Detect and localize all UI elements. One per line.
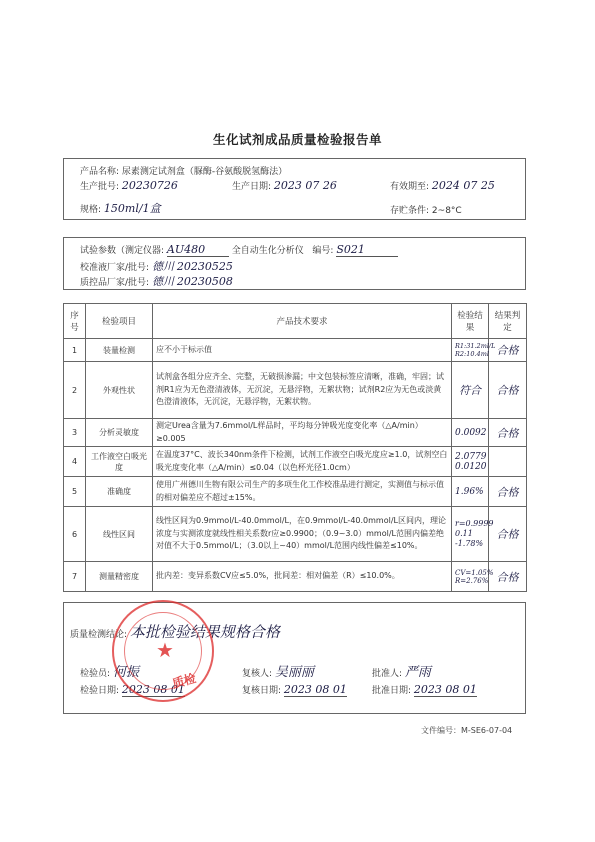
approve-date-label: 批准日期: [372,686,412,696]
table-row [64,339,527,362]
file-number: 文件编号：M-SE6-07-04 [421,726,513,735]
batch-label: 生产批号: [80,182,120,192]
row-requirement: 批内差：变异系数CV应≤5.0%，批间差：相对偏差（R）≤10.0%。 [153,562,452,592]
row-item: 测量精密度 [86,562,153,592]
row-verdict: 合格 [489,477,527,507]
instrument-number-value: S021 [336,243,398,257]
reviewer-label: 复核人: [242,669,273,679]
table-row [64,419,527,447]
row-item: 工作液空白吸光度 [86,447,153,477]
storage-value: 2~8°C [431,206,462,216]
approver-label: 批准人: [372,669,403,679]
product-name-label: 产品名称: [80,167,120,177]
row-no: 3 [64,419,86,447]
inspector-label: 检验员: [80,669,111,679]
test-params-box [63,237,526,290]
table-row [64,477,527,507]
expiry-label: 有效期至: [390,182,430,192]
review-date-value: 2023 08 01 [283,683,347,696]
review-date-label: 复核日期: [242,686,282,696]
approver-signature: 严雨 [404,665,431,680]
qc-stamp [112,600,214,702]
review-date-field [242,683,347,697]
col-header-result: 检验结果 [452,304,489,339]
col-header-item: 检验项目 [86,304,153,339]
row-no: 4 [64,447,86,477]
conclusion-label: 质量检测结论: [70,630,128,640]
row-verdict: 合格 [489,507,527,562]
row-verdict [489,447,527,477]
inspection-table [63,303,527,592]
batch-field [80,179,178,192]
row-no: 6 [64,507,86,562]
row-item: 分析灵敏度 [86,419,153,447]
calibrator-label: 校准液厂家/批号: [80,263,150,273]
calibrator-field [80,258,233,274]
row-requirement: 在温度37°C、波长340nm条件下检测，试剂工作液空白吸光度应≥1.0，试剂空白吸光度变化率（△A/min）≤0.04（以色杯光径1.0cm） [153,447,452,477]
row-result: 1.96% [452,477,489,507]
row-verdict: 合格 [489,419,527,447]
qc-vendor: 德川 [151,275,174,288]
inspector-signature: 何振 [112,665,139,680]
inspect-date-value: 2023 08 01 [121,683,185,696]
row-item: 准确度 [86,477,153,507]
row-verdict: 合格 [489,339,527,362]
row-requirement: 测定Urea含量为7.6mmol/L样品时，平均每分钟吸光度变化率（△A/min）≥0.005 [153,419,452,447]
calibrator-vendor: 德川 [151,260,174,273]
qc-batch: 20230508 [176,275,233,288]
table-row [64,562,527,592]
table-row [64,362,527,419]
batch-value: 20230726 [121,179,178,192]
calibrator-batch: 20230525 [176,260,233,273]
product-info-box [63,158,526,220]
expiry-value: 2024 07 25 [431,179,495,192]
row-result: 0.0092 [452,419,489,447]
row-requirement: 使用广州德川生物有限公司生产的多项生化工作校准品进行测定，实测值与标示值的相对偏差应不超过±15%。 [153,477,452,507]
row-requirement: 线性区间为0.9mmol/L-40.0mmol/L，在0.9mmol/L-40.0mmol/L区间内，理论浓度与实测浓度就线性相关系数r应≥0.9900；（0.9~3.0）mmol/L范围内偏差绝对值不大于0.5mmol/L；（3.0以上~40）mmol/L范围内线性偏差≤10%。 [153,507,452,562]
qc-label: 质控品厂家/批号: [80,278,150,288]
instrument-number-label: 编号: [312,246,334,256]
col-header-verdict: 结果判定 [489,304,527,339]
row-no: 7 [64,562,86,592]
row-verdict: 合格 [489,362,527,419]
row-result: 符合 [452,362,489,419]
qc-field [80,273,233,289]
row-no: 1 [64,339,86,362]
col-header-no: 序号 [64,304,86,339]
reviewer-signature: 吴丽丽 [274,665,314,680]
row-no: 5 [64,477,86,507]
instrument-value: AU480 [167,243,229,257]
row-result: CV=1.05% R=2.76% [452,562,489,592]
row-item: 装量检测 [86,339,153,362]
spec-field [80,200,161,216]
reviewer-field [242,661,314,680]
stamp-text: 质检 [170,671,198,691]
table-row [64,507,527,562]
report-title: 生化试剂成品质量检验报告单 [212,132,382,147]
instrument-field [80,243,398,257]
row-item: 线性区间 [86,507,153,562]
approve-date-field [372,683,477,697]
row-verdict: 合格 [489,562,527,592]
inspect-date-label: 检验日期: [80,686,120,696]
mfg-date-label: 生产日期: [232,182,272,192]
row-result: R1:31.2ml/L R2:10.4ml [452,339,489,362]
row-requirement: 应不小于标示值 [153,339,452,362]
table-header-row [64,304,527,339]
storage-label: 存贮条件: [390,206,430,216]
approve-date-value: 2023 08 01 [413,683,477,696]
storage-field [390,203,462,216]
mfg-date-value: 2023 07 26 [273,179,337,192]
expiry-field [390,179,495,192]
col-header-req: 产品技术要求 [153,304,452,339]
conclusion-value: 本批检验结果规格合格 [129,623,280,641]
spec-label: 规格: [80,205,102,215]
row-requirement: 试剂盒各组分应齐全、完整，无破损渗漏；中文包装标签应清晰，准确，牢固；试剂R1应为无色澄清液体，无沉淀，无悬浮物，无絮状物；试剂R2应为无色或淡黄色澄清液体，无沉淀，无悬浮物，无絮状物。 [153,362,452,419]
stamp-star-icon: ★ [156,638,174,662]
row-item: 外观性状 [86,362,153,419]
test-params-label: 试验参数（测定仪器: [80,246,165,256]
row-result: 2.0779 0.0120 [452,447,489,477]
approver-field [372,661,431,680]
product-name-field [80,164,287,177]
row-result: r=0.9999 0.11 -1.78% [452,507,489,562]
product-name-value: 尿素测定试剂盒（脲酶-谷氨酸脱氢酶法） [121,167,288,177]
table-row [64,447,527,477]
instrument-desc: 全自动生化分析仪 [231,246,304,256]
spec-value: 150ml/1盒 [103,202,161,215]
row-no: 2 [64,362,86,419]
mfg-date-field [232,179,337,192]
